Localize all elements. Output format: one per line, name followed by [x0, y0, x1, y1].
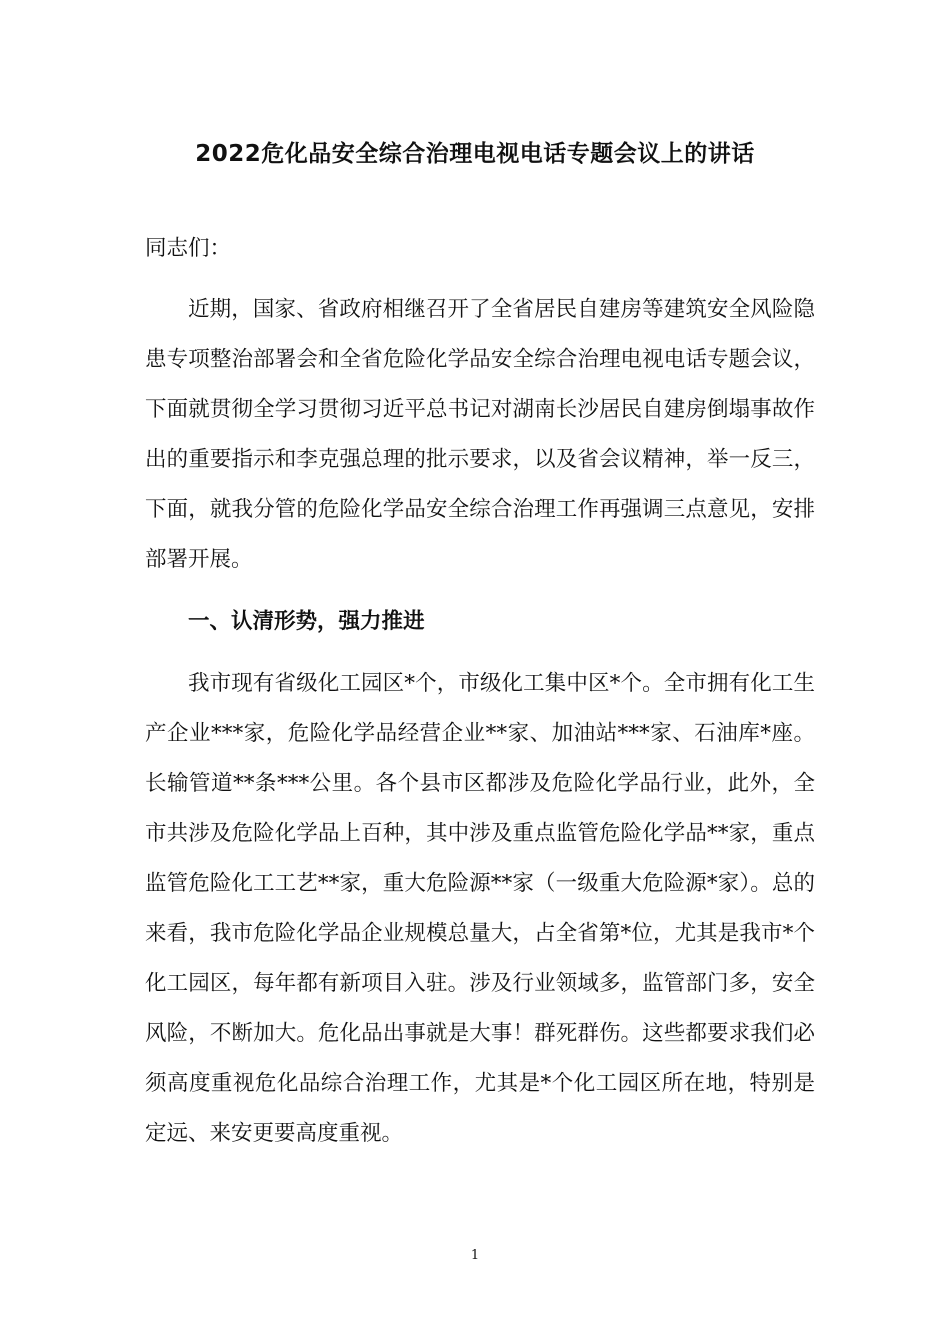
page-number: 1: [470, 1248, 480, 1263]
document-title: 2022危化品安全综合治理电视电话专题会议上的讲话: [195, 141, 755, 167]
salutation: 同志们：: [145, 236, 232, 261]
paragraph-situation: 我市现有省级化工园区*个，市级化工集中区*个。全市拥有化工生产企业***家，危险化学品经营企业**家、加油站***家、石油库*座。长输管道**条***公里。各个县市区都涉及危险化学品行业，此外，全市共涉及危险化学品上百种，其中涉及重点监管危险化学品**家，重点监管危险化工工艺**家，重大危险源**家（一级重大危险源*家）。总的来看，我市危险化学品企业规模总量大，占全省第*位，尤其是我市*个化工园区，每年都有新项目入驻。涉及行业领域多，监管部门多，安全风险，不断加大。危化品出事就是大事！群死群伤。这些都要求我们必须高度重视危化品综合治理工作，尤其是*个化工园区所在地，特别是定远、来安更要高度重视。: [145, 671, 815, 1146]
paragraph-intro: 近期，国家、省政府相继召开了全省居民自建房等建筑安全风险隐患专项整治部署会和全省危险化学品安全综合治理电视电话专题会议，下面就贯彻全学习贯彻习近平总书记对湖南长沙居民自建房倒塌事故作出的重要指示和李克强总理的批示要求，以及省会议精神，举一反三，下面，就我分管的危险化学品安全综合治理工作再强调三点意见，安排部署开展。: [145, 297, 815, 572]
section-heading-1: 一、认清形势，强力推进: [188, 609, 425, 634]
